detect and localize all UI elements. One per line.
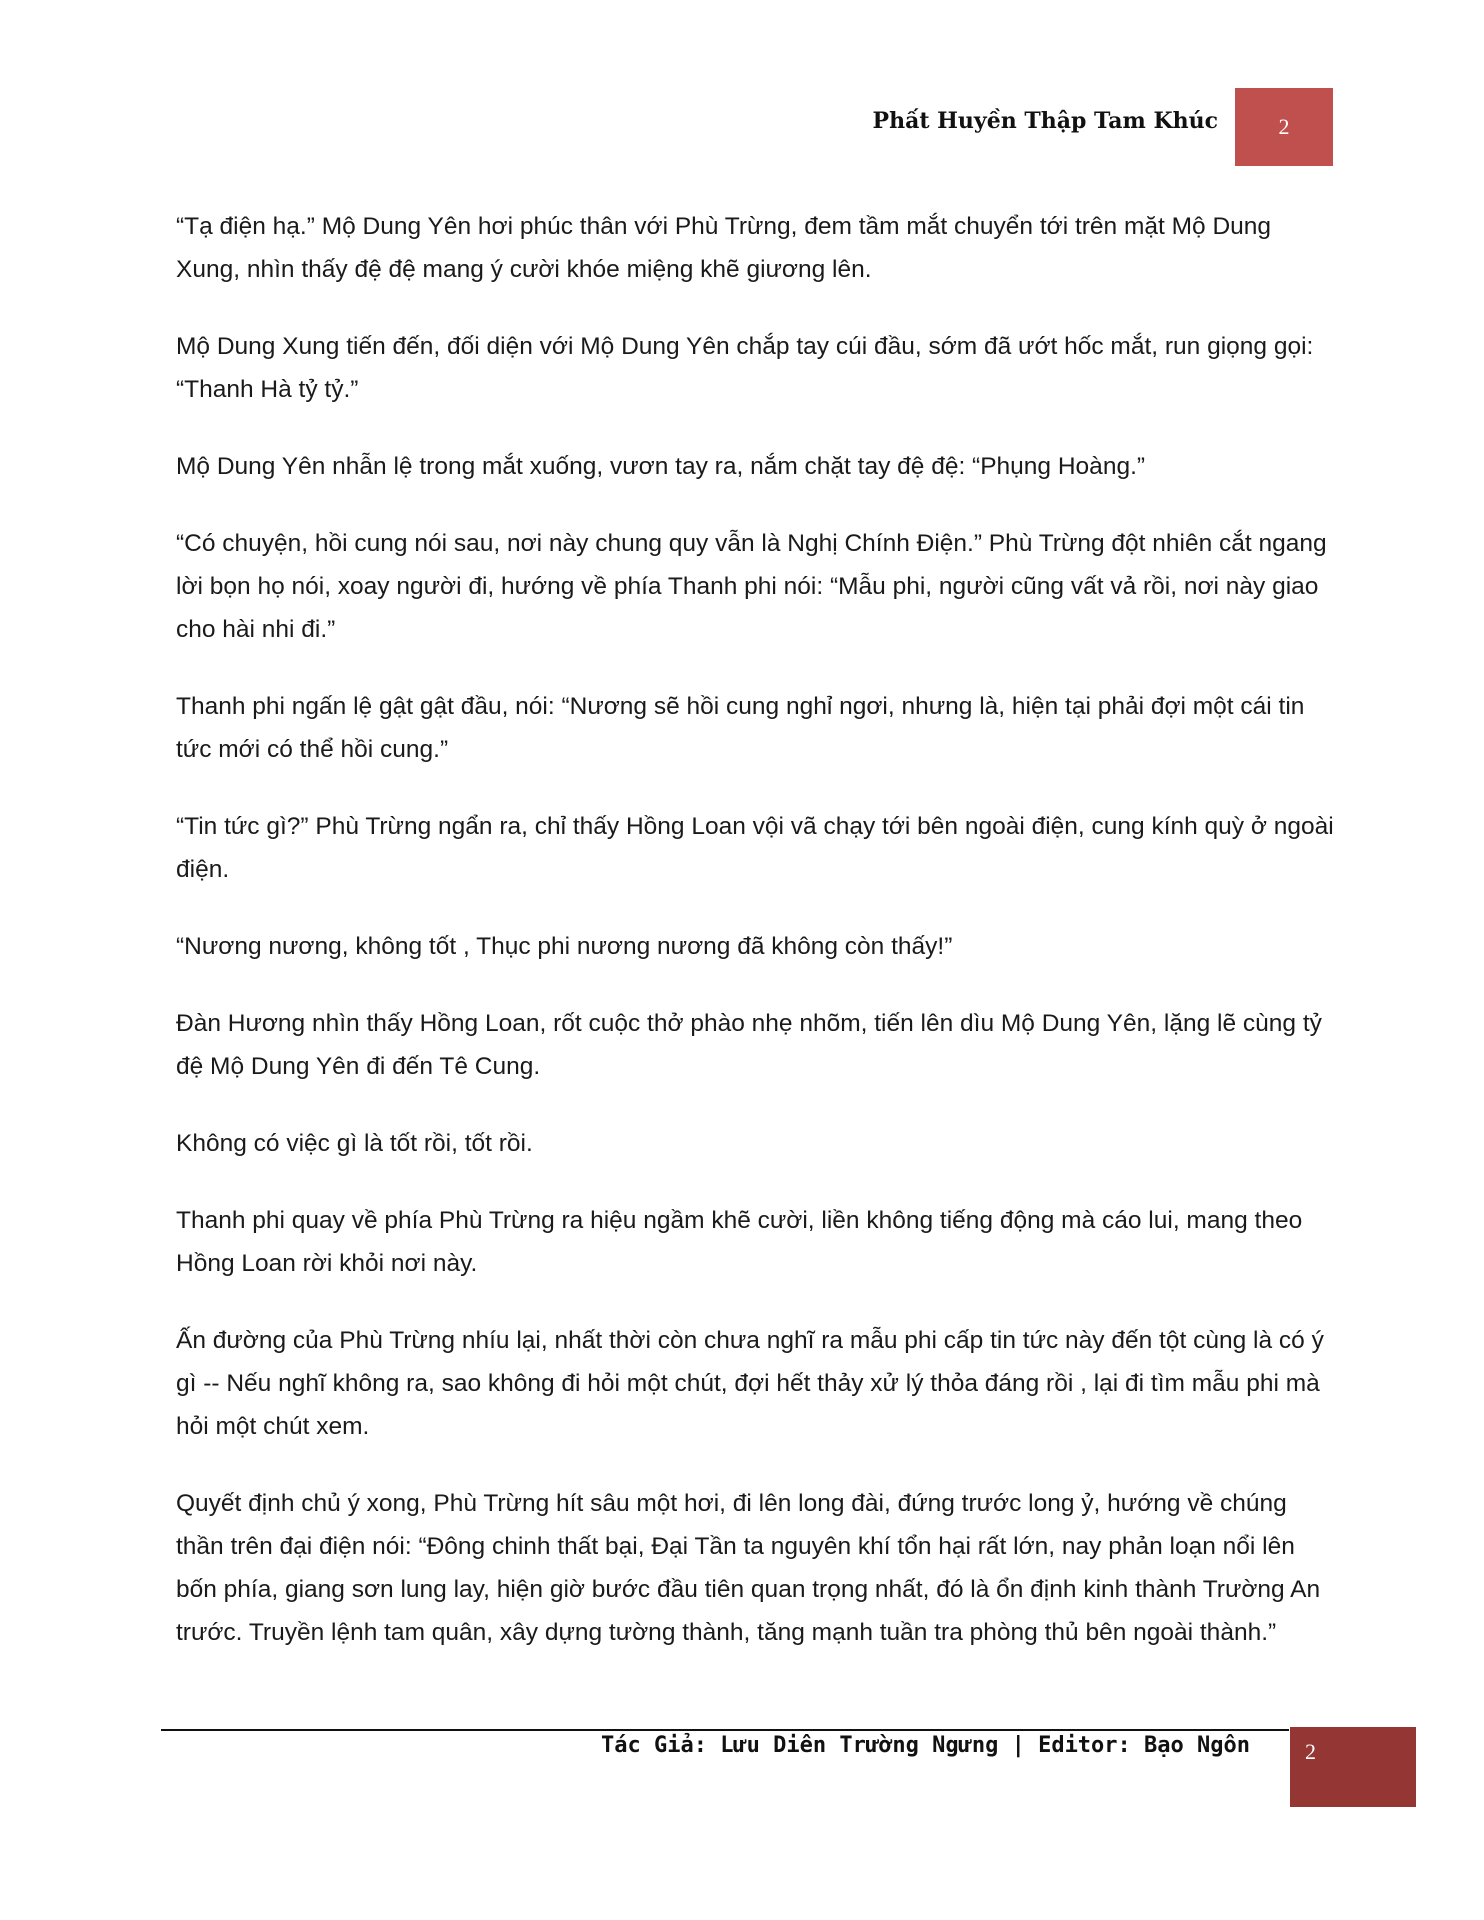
header-page-number: 2 [1235,88,1333,166]
body-text [176,205,1336,1688]
paragraph: Mộ Dung Xung tiến đến, đối diện với Mộ Dung Yên chắp tay cúi đầu, sớm đã ướt hốc mắt, run giọng gọi: “Thanh Hà tỷ tỷ.” [176,333,1314,403]
paragraph: “Nương nương, không tốt , Thục phi nương nương đã không còn thấy!” [176,933,953,960]
paragraph: “Tin tức gì?” Phù Trừng ngẩn ra, chỉ thấy Hồng Loan vội vã chạy tới bên ngoài điện, cung kính quỳ ở ngoài điện. [176,813,1334,883]
footer-divider [161,1729,1289,1731]
paragraph: Không có việc gì là tốt rồi, tốt rồi. [176,1130,533,1157]
paragraph: Thanh phi ngấn lệ gật gật đầu, nói: “Nương sẽ hồi cung nghỉ ngơi, nhưng là, hiện tại phải đợi một cái tin tức mới có thể hồi cung.” [176,693,1305,763]
footer-credit: Tác Giả: Lưu Diên Trường Ngưng | Editor: Bạo Ngôn [600,1733,1250,1758]
paragraph: Ấn đường của Phù Trừng nhíu lại, nhất thời còn chưa nghĩ ra mẫu phi cấp tin tức này đến tột cùng là có ý gì -- Nếu nghĩ không ra, sao không đi hỏi một chút, đợi hết thảy xử lý thỏa đáng rồi , lại đi tìm mẫu phi mà hỏi một chút xem. [176,1327,1324,1440]
paragraph: Quyết định chủ ý xong, Phù Trừng hít sâu một hơi, đi lên long đài, đứng trước long ỷ, hướng về chúng thần trên đại điện nói: “Đông chinh thất bại, Đại Tần ta nguyên khí tổn hại rất lớn, nay phản loạn nổi lên bốn phía, giang sơn lung lay, hiện giờ bước đầu tiên quan trọng nhất, đó là ổn định kinh thành Trường An trước. Truyền lệnh tam quân, xây dựng tường thành, tăng mạnh tuần tra phòng thủ bên ngoài thành.” [176,1490,1321,1646]
paragraph: “Tạ điện hạ.” Mộ Dung Yên hơi phúc thân với Phù Trừng, đem tầm mắt chuyển tới trên mặt Mộ Dung Xung, nhìn thấy đệ đệ mang ý cười khóe miệng khẽ giương lên. [176,213,1272,283]
paragraph: Mộ Dung Yên nhẫn lệ trong mắt xuống, vươn tay ra, nắm chặt tay đệ đệ: “Phụng Hoàng.” [176,453,1146,480]
header-title: Phất Huyền Thập Tam Khúc [872,108,1218,134]
footer-page-number: 2 [1290,1727,1416,1807]
paragraph: Đàn Hương nhìn thấy Hồng Loan, rốt cuộc thở phào nhẹ nhõm, tiến lên dìu Mộ Dung Yên, lặng lẽ cùng tỷ đệ Mộ Dung Yên đi đến Tê Cung. [176,1010,1322,1080]
paragraph: Thanh phi quay về phía Phù Trừng ra hiệu ngầm khẽ cười, liền không tiếng động mà cáo lui, mang theo Hồng Loan rời khỏi nơi này. [176,1207,1303,1277]
paragraph: “Có chuyện, hồi cung nói sau, nơi này chung quy vẫn là Nghị Chính Điện.” Phù Trừng đột nhiên cắt ngang lời bọn họ nói, xoay người đi, hướng về phía Thanh phi nói: “Mẫu phi, người cũng vất vả rồi, nơi này giao cho hài nhi đi.” [176,530,1327,643]
